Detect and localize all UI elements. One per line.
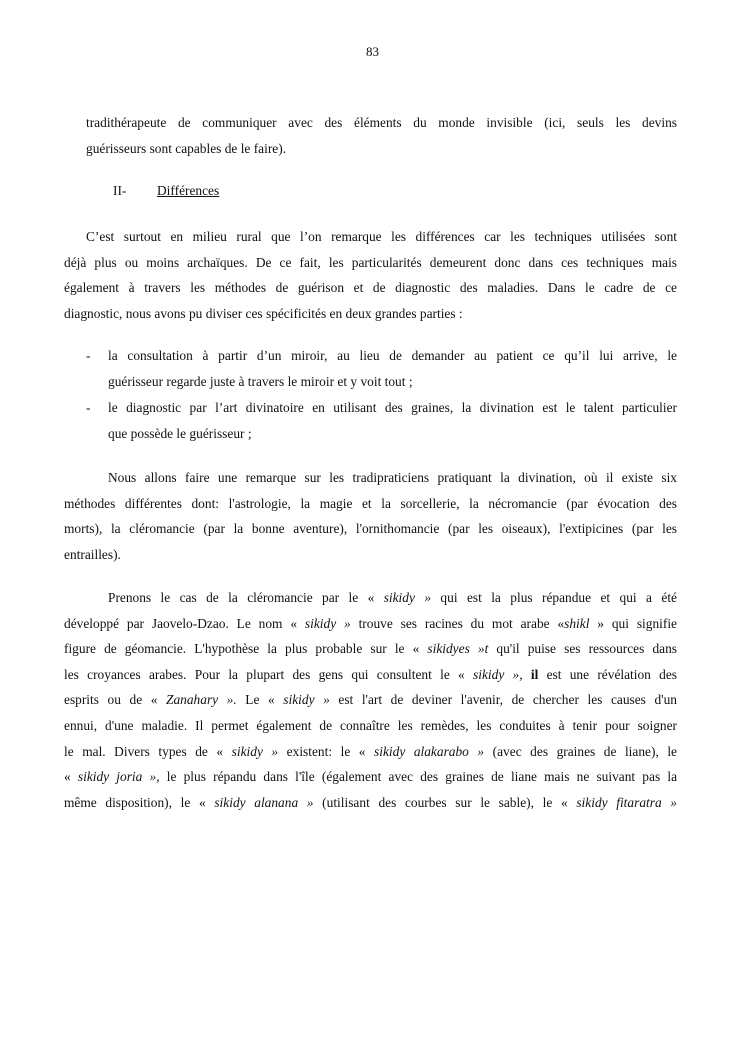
text-line: tradithérapeute de communiquer avec des éléments du monde invisible (ici, seuls les devins [86, 115, 677, 130]
text-line: également à travers les méthodes de guérison et de diagnostic des maladies. Dans le cadre de ce [64, 280, 677, 296]
text-line: la consultation à partir d’un miroir, au lieu de demander au patient ce qu’il lui arrive, le [108, 348, 677, 363]
text-line: déjà plus ou moins archaïques. De ce fait, les particularités demeurent donc dans ces techniques mais [64, 254, 677, 270]
text-line: figure de géomancie. L'hypothèse la plus probable sur le « sikidyes »t qu'il puise ses ressources dans [64, 641, 677, 657]
text-line: le diagnostic par l’art divinatoire en utilisant des graines, la divination est le talent particulier [108, 400, 677, 415]
text-line: ennui, d'une maladie. Il permet également de connaître les remèdes, les conduites à tenir pour soigner [64, 717, 677, 733]
text-line: le mal. Divers types de « sikidy » existent: le « sikidy alakarabo » (avec des graines de liane), le [64, 743, 677, 759]
section-number: II- [113, 183, 127, 198]
paragraph-differences [64, 224, 677, 326]
section-heading [113, 181, 219, 201]
text-line: Prenons le cas de la cléromancie par le « sikidy » qui est la plus répandue et qui a été [108, 590, 677, 605]
text-line: C’est surtout en milieu rural que l’on remarque les différences car les techniques utilisées sont [86, 229, 677, 244]
text-line: méthodes différentes dont: l'astrologie, la magie et la sorcellerie, la nécromancie (par évocation des [64, 495, 677, 511]
text-line: guérisseurs sont capables de le faire). [86, 140, 287, 156]
text-line: esprits ou de « Zanahary ». Le « sikidy » est l'art de deviner l'avenir, de chercher les causes d'un [64, 692, 677, 708]
bullet-dash: - [86, 348, 91, 363]
page-number: 83 [366, 44, 379, 59]
list-item [86, 395, 677, 446]
text-line: « sikidy joria », le plus répandu dans l'île (également avec des graines de liane mais ne suivant pas la [64, 769, 678, 785]
text-line: développé par Jaovelo-Dzao. Le nom « sikidy » trouve ses racines du mot arabe «shikl » qui signifie [64, 615, 677, 631]
bullet-dash: - [86, 400, 91, 415]
paragraph-sikidy [64, 585, 677, 815]
text-line: les croyances arabes. Pour la plupart des gens qui consultent le « sikidy », il est une révélation des [64, 666, 677, 682]
text-line: que possède le guérisseur ; [108, 425, 252, 441]
text-line: même disposition), le « sikidy alanana » (utilisant des courbes sur le sable), le « sikidy fitaratra » [64, 794, 677, 810]
paragraph-divination [64, 465, 677, 567]
text-line: diagnostic, nous avons pu diviser ces spécificités en deux grandes parties : [64, 305, 463, 321]
list-item [86, 343, 677, 394]
paragraph-continuation [86, 110, 677, 161]
text-line: entrailles). [64, 546, 121, 562]
section-title: Différences [157, 183, 220, 198]
text-line: morts), la cléromancie (par la bonne aventure), l'ornithomancie (par les oiseaux), l'extipicines (par les [64, 521, 677, 537]
text-line: guérisseur regarde juste à travers le miroir et y voit tout ; [108, 373, 413, 389]
text-line: Nous allons faire une remarque sur les tradipraticiens pratiquant la divination, où il existe six [108, 470, 677, 485]
